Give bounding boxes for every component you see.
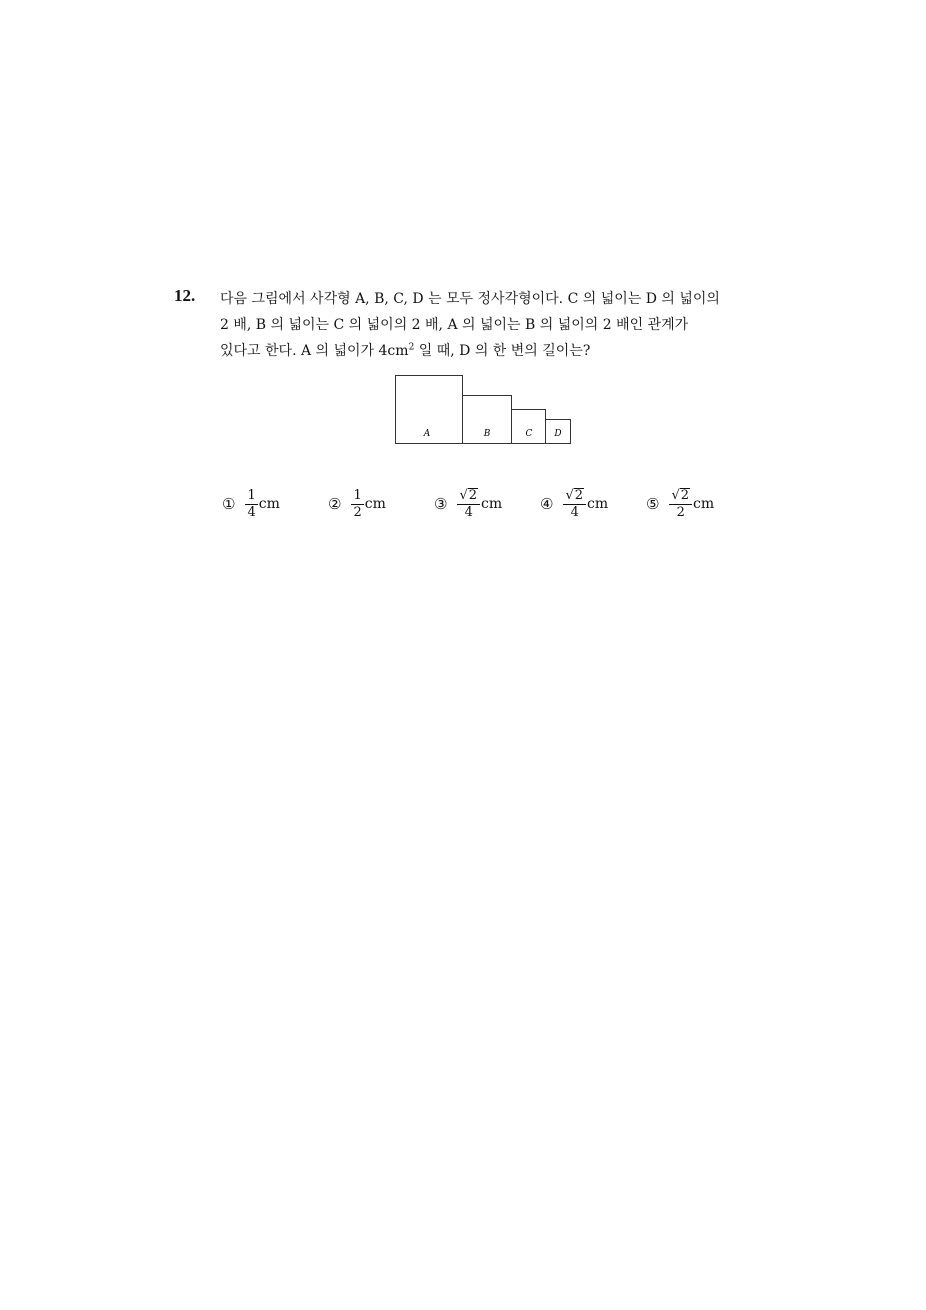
numerator: 1	[247, 487, 256, 503]
denominator: 4	[247, 504, 256, 520]
fraction	[245, 488, 257, 521]
denominator: 2	[676, 504, 685, 520]
answer-choices	[222, 482, 742, 526]
problem-line-3	[220, 338, 750, 364]
unit: cm	[693, 496, 715, 512]
square-b-label: B	[483, 429, 491, 439]
choice-marker: ③	[434, 495, 448, 513]
square-d-label: D	[554, 429, 562, 439]
problem-line-3-end: 일 때, D 의 한 변의 길이는?	[414, 343, 591, 359]
choice-2[interactable]	[328, 482, 386, 526]
square-a-label: A	[423, 429, 431, 439]
choice-marker: ②	[328, 495, 342, 513]
problem-line-3-start: 있다고 한다. A 의 넓이가 4cm	[220, 343, 409, 359]
choice-marker: ①	[222, 495, 236, 513]
denominator: 4	[570, 504, 579, 520]
area-unit-exponent: 2	[408, 342, 415, 353]
choice-5[interactable]	[646, 482, 714, 526]
denominator: 4	[464, 504, 473, 520]
choice-marker: ⑤	[646, 495, 660, 513]
fraction	[563, 488, 586, 521]
problem-number: 12.	[174, 286, 196, 305]
radical-sign: √	[565, 487, 574, 503]
radicand: 2	[468, 487, 478, 503]
choice-3[interactable]	[434, 482, 502, 526]
choice-marker: ④	[540, 495, 554, 513]
radical-sign: √	[671, 487, 680, 503]
fraction	[351, 488, 363, 521]
radicand: 2	[680, 487, 690, 503]
choice-4[interactable]	[540, 482, 608, 526]
unit: cm	[258, 496, 280, 512]
fraction	[669, 488, 692, 521]
denominator: 2	[353, 504, 362, 520]
choice-1[interactable]	[222, 482, 280, 526]
numerator: 1	[353, 487, 362, 503]
problem-line-1: 다음 그림에서 사각형 A, B, C, D 는 모두 정사각형이다. C 의 넓이는 D 의 넓이의	[220, 291, 720, 307]
numerator	[457, 488, 480, 504]
radical-sign: √	[459, 487, 468, 503]
problem-statement	[220, 286, 750, 364]
squares-figure	[395, 375, 575, 445]
unit: cm	[364, 496, 386, 512]
unit: cm	[481, 496, 503, 512]
radicand: 2	[574, 487, 584, 503]
unit: cm	[587, 496, 609, 512]
numerator	[563, 488, 586, 504]
fraction	[457, 488, 480, 521]
problem-line-2: 2 배, B 의 넓이는 C 의 넓이의 2 배, A 의 넓이는 B 의 넓이의 2 배인 관계가	[220, 317, 689, 333]
square-c-label: C	[525, 429, 533, 439]
numerator	[669, 488, 692, 504]
